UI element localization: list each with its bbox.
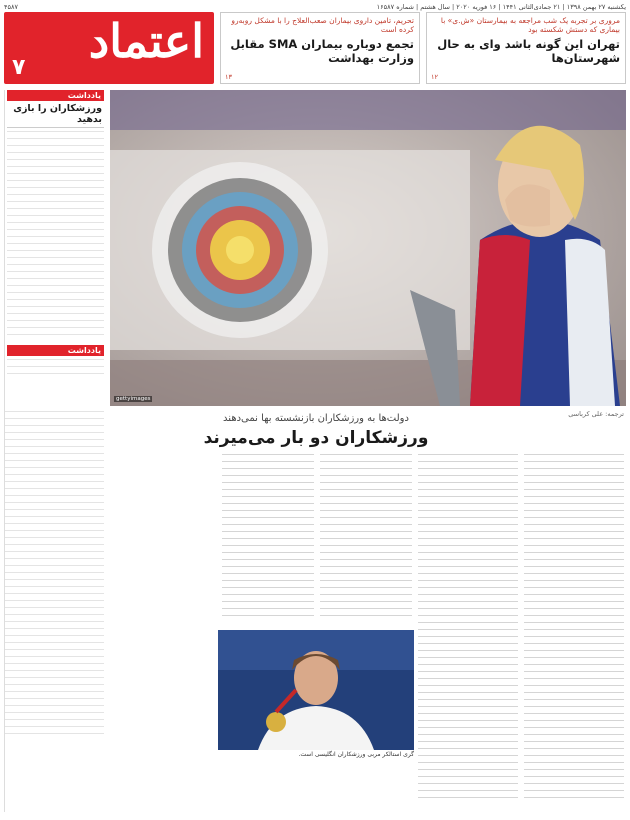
opinion-label: یادداشت <box>7 90 104 101</box>
story-column-4 <box>222 454 314 624</box>
story-column-1 <box>524 454 624 809</box>
story-byline: ترجمه: علی کرباسی <box>568 410 624 418</box>
photo-credit: gettyimages <box>116 396 151 402</box>
page-number: ۷ <box>12 55 26 80</box>
opinion-text-lines <box>7 131 104 341</box>
story-headline: ورزشکاران دو بار می‌میرند <box>203 428 429 448</box>
continued-opinion-column <box>4 408 104 812</box>
opinion-title: ورزشکاران را بازی بدهید <box>7 101 104 128</box>
judo-athlete-illustration <box>218 630 414 750</box>
story-column-3 <box>320 454 412 624</box>
teaser-1-page: ۱۲ <box>431 73 438 81</box>
teaser-1-headline: تهران این گونه باشد وای به حال شهرستان‌ها <box>437 36 620 66</box>
teaser-1-sub: مروری بر تجربه یک شب مراجعه به بیمارستان «ش.ی» با بیماری که دستش شکسته بود <box>440 16 620 35</box>
continued-opinion-lines <box>5 411 104 740</box>
story-column-2 <box>418 454 518 809</box>
story-kicker: دولت‌ها به ورزشکاران بازنشسته بها نمی‌دهند <box>223 413 409 424</box>
teaser-2-headline: تجمع دوباره بیماران SMA مقابل وزارت بهداشت <box>230 36 414 66</box>
teaser-1[interactable] <box>426 12 626 84</box>
newspaper-logo: اعتماد <box>88 14 204 68</box>
archer-photo-illustration <box>110 90 626 406</box>
teaser-2-sub: تحریم، تامین داروی بیماران صعب‌العلاج را با مشکل روبه‌رو کرده است <box>231 16 414 35</box>
dateline-strip <box>4 3 626 12</box>
masthead <box>4 12 214 84</box>
dateline-date: یکشنبه ۲۷ بهمن ۱۳۹۸ | ۲۱ جمادی‌الثانی ۱۴۴۱ | ۱۶ فوریه ۲۰۲۰ | سال هشتم | شماره ۱۶۵۸۷ <box>376 3 626 11</box>
issue-number: ۴۵۸۷ <box>4 3 18 11</box>
feature-story <box>110 408 626 812</box>
archery-target <box>152 162 328 338</box>
judo-photo-caption: گری استالکر مربی ورزشکاران انگلیسی است. <box>298 751 414 758</box>
teaser-2[interactable] <box>220 12 420 84</box>
second-opinion-label: یادداشت <box>7 345 104 356</box>
main-photo <box>110 90 626 406</box>
teaser-2-page: ۱۳ <box>225 73 232 81</box>
page-header <box>4 12 626 84</box>
judo-athlete-photo <box>218 630 414 750</box>
second-opinion-lines <box>7 359 104 380</box>
